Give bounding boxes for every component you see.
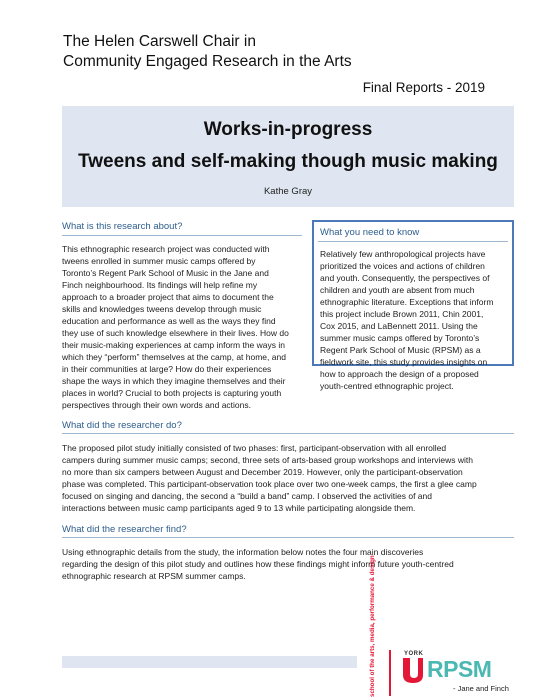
final-reports-label: Final Reports - 2019 xyxy=(362,80,485,95)
text-line: no more than six campers between August and December 2019. However, only the participant-observation xyxy=(62,467,463,477)
text-line: children and youth are absent from much xyxy=(320,285,475,295)
rpsm-subtitle: - Jane and Finch xyxy=(453,684,509,693)
text-line: The proposed pilot study initially consisted of two phases: first, participant-observation with all enrolled xyxy=(62,443,447,453)
text-line: Toronto’s Regent Park School of Music in the Jane and xyxy=(62,268,269,278)
text-line: interactions between music camp participants aged 9 to 13 while participating alongside them. xyxy=(62,503,416,513)
school-of-arts-logo xyxy=(365,555,395,698)
text-line: focused on singing and dancing, the second a “build a band” camp. I observed the activities of and xyxy=(62,491,432,501)
section-heading-about: What is this research about? xyxy=(62,221,183,232)
section-body-about xyxy=(62,243,312,411)
text-line: they use of such knowledge elsewhere in their lives. How do xyxy=(62,328,289,338)
text-line: approach to a broader project that aims to document the xyxy=(62,292,274,302)
text-line: shape the ways in which they imagine themselves and their xyxy=(62,376,286,386)
text-line: ethnographic literature. Exceptions that inform xyxy=(320,297,494,307)
text-line: Relatively few anthropological projects have xyxy=(320,249,486,259)
text-line: fieldwork site, this study provides insights on xyxy=(320,357,488,367)
text-line: how to approach the design of a proposed xyxy=(320,369,479,379)
text-line: campers during summer music camps; second, three sets of arts-based group workshops and interviews with xyxy=(62,455,474,465)
text-line: and youth. Consequently, the perspectives of xyxy=(320,273,490,283)
section-body-do xyxy=(62,442,522,514)
text-line: prioritized the voices and actions of children xyxy=(320,261,485,271)
section-divider-find xyxy=(62,537,514,538)
banner-title-1: Works-in-progress xyxy=(203,119,373,140)
section-heading-find: What did the researcher find? xyxy=(62,524,187,535)
text-line: in their communities at large? How do their experiences xyxy=(62,364,272,374)
text-line: Cox 2015, and LaBennett 2011. Using the xyxy=(320,321,478,331)
chair-title-line2: Community Engaged Research in the Arts xyxy=(63,53,352,70)
text-line: Using ethnographic details from the study, the information below notes the four main discoveries xyxy=(62,547,424,557)
york-u-logo-icon xyxy=(402,657,424,684)
text-line: skills and knowledges tweens develop through music xyxy=(62,304,262,314)
section-divider-about xyxy=(62,235,302,236)
section-heading-do: What did the researcher do? xyxy=(62,420,182,431)
text-line: perspectives through their own words and actions. xyxy=(62,400,251,410)
text-line: regarding the design of this pilot study and outlines how these findings might inform future youth-centred xyxy=(62,559,454,569)
box-heading: What you need to know xyxy=(320,227,420,238)
need-to-know-box xyxy=(312,220,514,391)
text-line: Regent Park School of Music (RPSM) as a xyxy=(320,345,481,355)
text-line: education and performance as well as the ways they find xyxy=(62,316,276,326)
box-body xyxy=(320,248,506,392)
chair-title xyxy=(63,32,352,72)
box-divider xyxy=(318,241,508,242)
banner-title-2: Tweens and self-making though music making xyxy=(78,151,498,172)
text-line: This ethnographic research project was conducted with xyxy=(62,244,270,254)
school-of-arts-text: school of the arts, media, performance & design xyxy=(369,555,376,697)
rpsm-logo: RPSM xyxy=(427,656,492,682)
title-banner xyxy=(62,106,514,207)
york-wordmark: YORK xyxy=(404,651,424,657)
text-line: Finch neighbourhood. Its findings will help refine my xyxy=(62,280,258,290)
text-line: which they “perform” themselves at the camp, at home, and xyxy=(62,352,286,362)
text-line: places in world? Crucial to both projects is capturing youth xyxy=(62,388,282,398)
text-line: their music-making experiences at camp inform the ways in xyxy=(62,340,285,350)
section-body-find xyxy=(62,546,522,582)
text-line: ethnographic research at RPSM summer camps. xyxy=(62,571,246,581)
section-divider-do xyxy=(62,433,514,434)
text-line: summer music camps offered by Toronto’s xyxy=(320,333,480,343)
text-line: this project include Brown 2011, Chin 2001, xyxy=(320,309,484,319)
chair-title-line1: The Helen Carswell Chair in xyxy=(63,33,256,50)
text-line: youth-centred ethnographic project. xyxy=(320,381,454,391)
text-line: phase was completed. This participant-observation took place over two one-week camps, the first a glee camp xyxy=(62,479,477,489)
text-line: tweens enrolled in summer music camps offered by xyxy=(62,256,256,266)
footer-bar xyxy=(62,656,357,668)
author-name: Kathe Gray xyxy=(263,186,313,197)
